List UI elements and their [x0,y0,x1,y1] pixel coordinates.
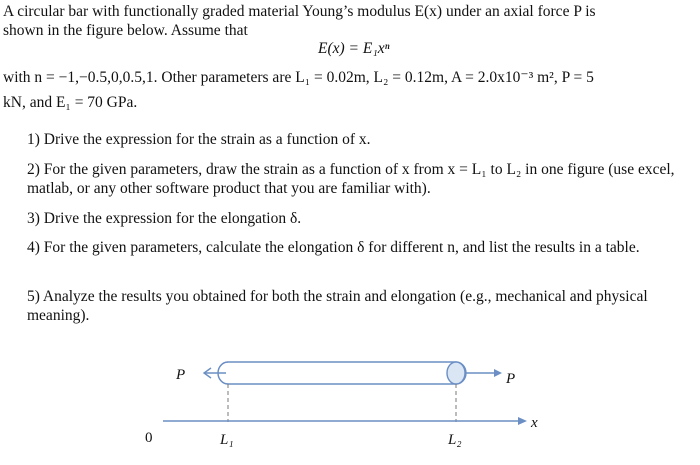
x-axis-label: x [531,415,538,431]
question-4: 4) For the given parameters, calculate the elongation δ for different n, and list the results in a table. [27,239,640,256]
left-force-label: P [176,367,186,383]
question-1: 1) Drive the expression for the strain as a function of x. [27,131,371,148]
intro-line-4: kN, and E₁ = 70 GPa. [3,94,138,111]
modulus-equation: E(x) = E₁xⁿ [318,40,390,57]
circular-bar [218,362,466,384]
intro-line-3: with n = −1,−0.5,0,0.5,1. Other parameters are L₁ = 0.02m, L₂ = 0.12m, A = 2.0x10⁻³ m², P = 5 [3,69,594,86]
l2-label: L₂ [448,432,462,448]
right-force-arrow [466,369,502,377]
question-5: 5) Analyze the results you obtained for both the strain and elongation (e.g., mechanical and physical meaning). [27,288,648,324]
l1-label: L₁ [220,432,234,448]
intro-line-1: A circular bar with functionally graded material Young’s modulus E(x) under an axial force P is [3,3,596,20]
intro-line-2: shown in the figure below. Assume that [3,22,248,39]
right-force-label: P [506,371,516,387]
question-2: 2) For the given parameters, draw the strain as a function of x from x = L₁ to L₂ in one figure (use excel, matlab, or any other software product that you are familiar with). [27,161,675,197]
left-force-arrow [204,368,226,378]
x-axis [163,417,527,425]
origin-label: 0 [145,430,153,446]
question-3: 3) Drive the expression for the elongation δ. [27,210,302,227]
